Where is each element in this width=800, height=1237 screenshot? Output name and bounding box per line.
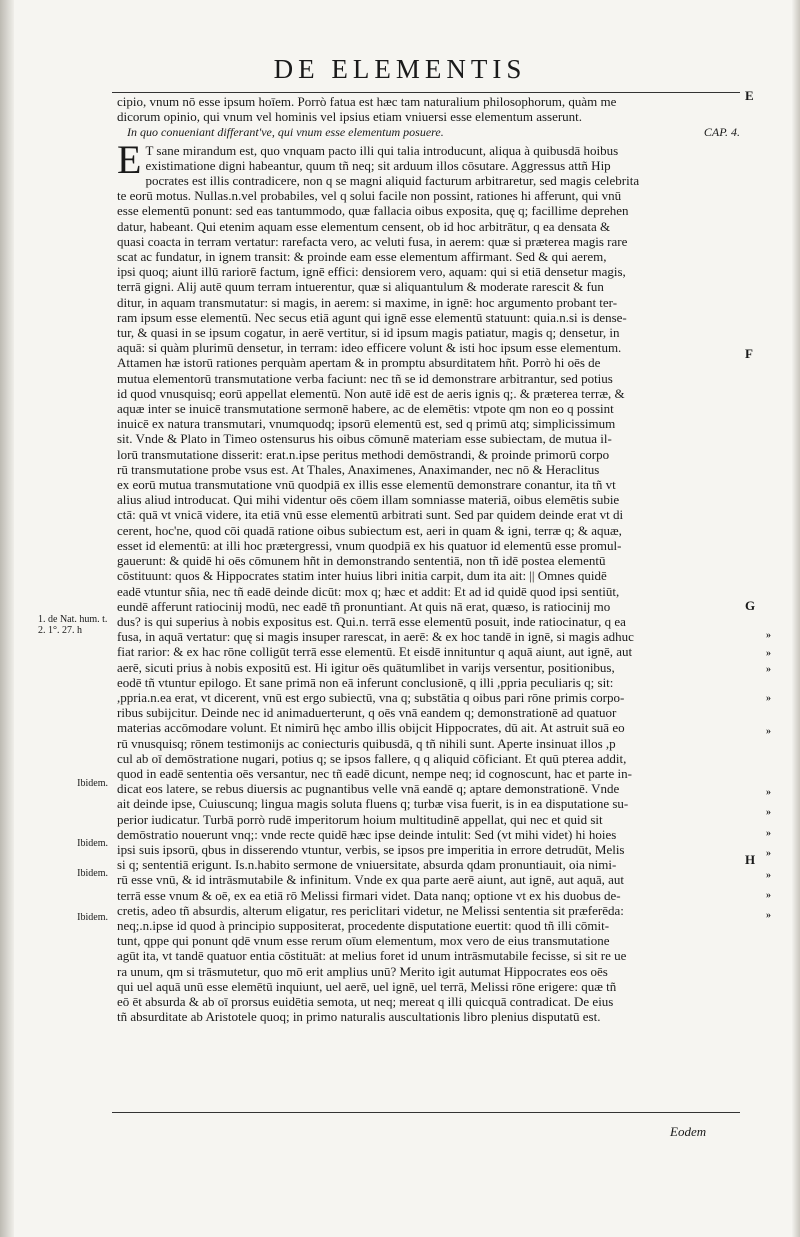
quote-mark: » [766,848,771,859]
quote-mark: » [766,890,771,901]
margin-ibidem: Ibidem. [77,868,108,879]
body-line: quasi coacta in terram vertatur: rarefacta vero, ac veluti fusa, in aerem: quæ si præterea magis rare [117,233,628,249]
body-line: existimatione digni habeantur, quum tñ neq; sit arduum illos cōsutare. Aggressus attñ Hip [145,157,611,173]
body-line: tur, & quasi in se ipsum cogatur, in aerē vertitur, si id ipsum magis patiatur, magis q; densetur, in [117,325,620,341]
body-line: id quod vnusquisq; eorū appellat elementū. Non autē idē est de aeris ignis q;. & præterea terræ, & [117,385,625,401]
margin-letter: E [745,88,754,103]
quote-mark: » [766,787,771,798]
body-line: materias accōmodare volunt. Et nimirū hęc ambo illis obijcit Hippocrates, dū ait. At astruit suā eo [117,720,625,736]
body-line: tñ absurditate ab Aristotele quoq; in primo naturalis auscultationis libro plenius disputatū est. [117,1009,601,1025]
body-line: aerē, sicuti prius à nobis expositū est. Hi igitur oēs quātumlibet in varijs versentur, positionibus, [117,659,615,675]
body-line: pocrates est illis contradicere, non q se magni aliquid facturum arbitraretur, sed magis celebrita [145,173,640,189]
body-line: ditur, in aquam transmutatur: si magis, in aerem: si maxime, in ignē: hoc argumento probant ter- [117,294,618,310]
quote-mark: » [766,693,771,704]
quote-mark: » [766,648,771,659]
quote-mark: » [766,630,771,641]
body-line: terrā esse vnum & oē, ex ea etiā rō Melissi firmari videt. Data nanq; optione vt ex his duobus de- [117,887,621,903]
body-line: mutua elementorū transmutatione verba faciunt: nec tñ se id demonstrare arbitrantur, sed potius [117,370,613,386]
body-line: ait deinde ipse, Cuiuscunq; lingua magis soluta fluens q; turbæ visa fuerit, is in ea disputatione su- [117,796,629,812]
scan-edge-right [792,0,800,1237]
body-line: alius aliud introducat. Qui mihi videntur oēs cōem illam somniasse materiā, oibus elemētis subie [117,492,620,508]
body-line: eodē tñ vtuntur epilogo. Et sane primā non eā inferunt conclusionē, q illi ,ppria peculiaris q; sit: [117,674,614,690]
body-line: agūt ita, vt tandē quatuor entia cōstituāt: at melius foret id unum intrāsmutabile fecisse, si sit re ue [117,948,627,964]
body-line: aquā: si quàm plurimū densetur, in terram: ideo efficere volunt & isti hoc ipsum esse elementum. [117,340,622,356]
body-line: T sane mirandum est, quo vnquam pacto illi qui talia introducunt, aliqua à quibusdā hoibus [145,142,619,158]
body-line: ram ipsum esse elementū. Nec secus etiā agunt qui ignē esse elementū statuunt: quia.n.si is dense- [117,309,627,325]
body-line: rū vnusquisq; rōnem testimonijs ac coniecturis quibusdā, q tñ nihili sunt. Aperte insinuat illos ,p [117,735,616,751]
running-header: DE ELEMENTIS [273,54,527,84]
body-line: ctā: quā vt vnicā videre, ita etiā vnū esse elementū arbitrati sunt. Sed par quidem deinde erat vt di [117,507,624,523]
body-text [117,136,740,1025]
body-line: tunt, qppe qui ponunt qdē vnum esse rerum oīum elementum, mox vero de eius transmutatione [117,933,610,949]
body-line: esse elementū ponunt: sed eas tantummodo, quæ fallacia oibus exposita, quę q; facillime deprehen [117,203,629,219]
quote-mark: » [766,726,771,737]
body-line: dus? is qui superius à nobis expositus est. Qui.n. terrā esse elementū posuit, inde ratiocinatur, q ea [117,613,626,629]
body-line: neq;.n.ipse id quod à principio suppositerat, procedente disputatione euertit: quod tñ illi cōmit- [117,917,610,933]
body-line: ipsi suis ipsorū, qbus in disserendo vtuntur, verbis, se ipsos pre imperitia in errore detrudūt, Melis [117,841,625,857]
body-line: eō ēt absurda & ab oī prorsus euidētia semota, ut neq; mereat q illi quicquā contradicat. De eius [117,993,614,1009]
body-line: ra unum, qm si trāsmutetur, quo mō erit amplius unū? Merito igit autumat Hippocrates eos oēs [117,963,608,979]
body-line: ,ppria.n.ea erat, vt dicerent, vnū est ergo subiectū, vna q; substātia q oibus pari rōne primis corpo- [117,689,625,705]
text-column [117,94,740,1024]
margin-letter: H [745,852,756,867]
body-line: fusa, in aquā vertatur: quę si magis insuper rarescat, in aerē: & ex hoc tandē in ignē, si magis adhuc [117,629,634,645]
body-line: cretis, adeo tñ absurdis, alterum eligatur, res periclitari videtur, ne Melissi sententia sit præferēda: [117,902,624,918]
body-line: ipsi quoq; aiunt illū rariorē factum, ignē effici: densiorem vero, aquam: qui si etiā densetur magis, [117,264,626,280]
body-line: rū esse vnū, & id intrāsmutabile & infinitum. Vnde ex qua parte aerē aiunt, aut ignē, aut aquā, aut [117,872,624,888]
quote-mark: » [766,910,771,921]
chapter-title: In quo conueniant differant've, qui vnum esse elementum posuere. [127,125,444,140]
body-line: quod in eadē sententia oēs versantur, nec tñ eadē dicunt, nempe neq; id cognoscunt, hac et parte in- [117,765,632,781]
margin-ibidem: Ibidem. [77,912,108,923]
body-line: si q; sententiā erigunt. Is.n.habito sermone de vniuersitate, absurda qdam pronuntiauit, oia nimi- [117,857,617,873]
body-line: Attamen hæ istorū rationes perquàm apertam & in promptu absurditatem hñt. Porrò hi oēs de [117,355,601,371]
body-line: perior iudicatur. Turbā porrò rudē imperitorum hoium multitudinē appellat, qui nec et quid sit [117,811,603,827]
drop-cap: E [117,136,142,182]
quote-mark: » [766,870,771,881]
body-line: cōstituunt: quos & Hippocrates statim inter huius libri initia carpit, dum ita ait: || Omnes quidē [117,568,607,584]
body-line: lorū transmutatione disserit: erat.n.ipse peritus methodi demōstrandi, & proinde primorū corpo [117,446,610,462]
body-line: cerent, hoc'ne, quod cōi quadā ratione oibus subiectum est, aeri in quam & igni, terræ q; & aquæ, [117,522,622,538]
body-line: dicat eos latere, se rebus diuersis ac pugnantibus velle vnā eandē q; aptare demonstrationē. Vnde [117,781,620,797]
scan-edge-left [0,0,14,1237]
quote-mark: » [766,807,771,818]
margin-letter: G [745,598,756,613]
body-line: esset id elementū: at illi hoc prætergressi, vnum quodpiā ex his quatuor id elementū esse promul- [117,537,622,553]
body-line: aquæ inter se inuicē transmutatione sermonē habere, ac de elemētis: vtpote qm non eo q possint [117,401,614,417]
body-line: eundē afferunt ratiocinij modū, nec eadē tñ pronuntiant. At quis nā erat, quæso, is ratiocinij mo [117,598,611,614]
body-line: rū transmutatione probe vsus est. At Thales, Anaximenes, Anaximander, nec nō & Heraclitus [117,461,600,477]
chapter-heading [117,125,740,140]
body-line: qui uel aquā unū esse elemētū inquiunt, uel aerē, uel ignē, uel terrā, Melissi rōne erigere: quæ tñ [117,978,617,994]
body-line: gauerunt: & quidē hi oēs cōmunem hñt in demonstrando sententiā, non tñ idē postea elementū [117,553,606,569]
body-line: fiat rarior: & ex hac rōne colligūt terrā esse elementū. Et eisdē innituntur q aquā aiunt, aut ignē, aut [117,644,633,660]
quote-mark: » [766,664,771,675]
body-line: datur, habeant. Qui etenim aquam esse elementum censent, ob id hoc arbitrātur, q ea densata & [117,218,611,234]
catchword: Eodem [670,1124,707,1139]
body-line: ribus subijcitur. Deinde nec id animaduerterunt, q oēs vnā eandem q; demonstrationē ad quatuor [117,705,617,721]
intro-line: cipio, vnum nō esse ipsum hoīem. Porrò fatua est hæc tam naturalium philosophorum, quàm me [117,94,617,109]
body-line: inuicē ex natura transmutari, vnumquodq; ipsorū elementū est, sed q primū atq; simplicissimum [117,416,616,432]
chapter-number: CAP. 4. [703,125,740,140]
margin-ibidem: Ibidem. [77,838,108,849]
body-line: eadē vtuntur sñia, nec tñ eadē deinde dicūt: mox q; hæc et addit: Et ad id quidē quod ipsi sentiūt, [117,583,620,599]
body-line: scat ac fundatur, in ignem transit: & proinde eam esse elementum affirmant. Sed & qui aerem, [117,249,607,265]
intro-line: dicorum opinio, qui vnum vel hominis vel ipsius etiam vniuersi esse elementum asserunt. [117,109,583,125]
body-line: ex eorū mutua transmutatione vnū quodpiā ex illis esse elementū demonstrare conantur, ita tñ vt [117,477,616,493]
margin-ibidem: Ibidem. [77,778,108,789]
body-line: demōstratio nouerunt vnq;: vnde recte quidē hæc ipse deinde intulit: Sed (vt mihi videt) hi hoies [117,826,617,842]
header-rule [112,92,740,93]
body-line: sit. Vnde & Plato in Timeo ostensurus his oibus cōmunē materiam esse subiectam, de mutua il- [117,431,612,447]
margin-letter: F [745,346,753,361]
body-line: terrā gigni. Alij autē quum terram intuerentur, quæ si aliquantulum & moderate rarescit & fun [117,279,604,295]
body-line: cul ab oī demōstratione nugari, potius q; se ipsos fallere, q q aliquid cōficiant. Et quū pterea addit, [117,750,627,766]
footer-rule [112,1112,740,1113]
margin-reference: 1. de Nat. hum. t. 2. 1°. 27. h [38,614,108,636]
quote-mark: » [766,828,771,839]
body-line: te eorū motus. Nullas.n.vel probabiles, vel q solui facile non possint, rationes hi afferunt, qui vnū [117,188,622,204]
